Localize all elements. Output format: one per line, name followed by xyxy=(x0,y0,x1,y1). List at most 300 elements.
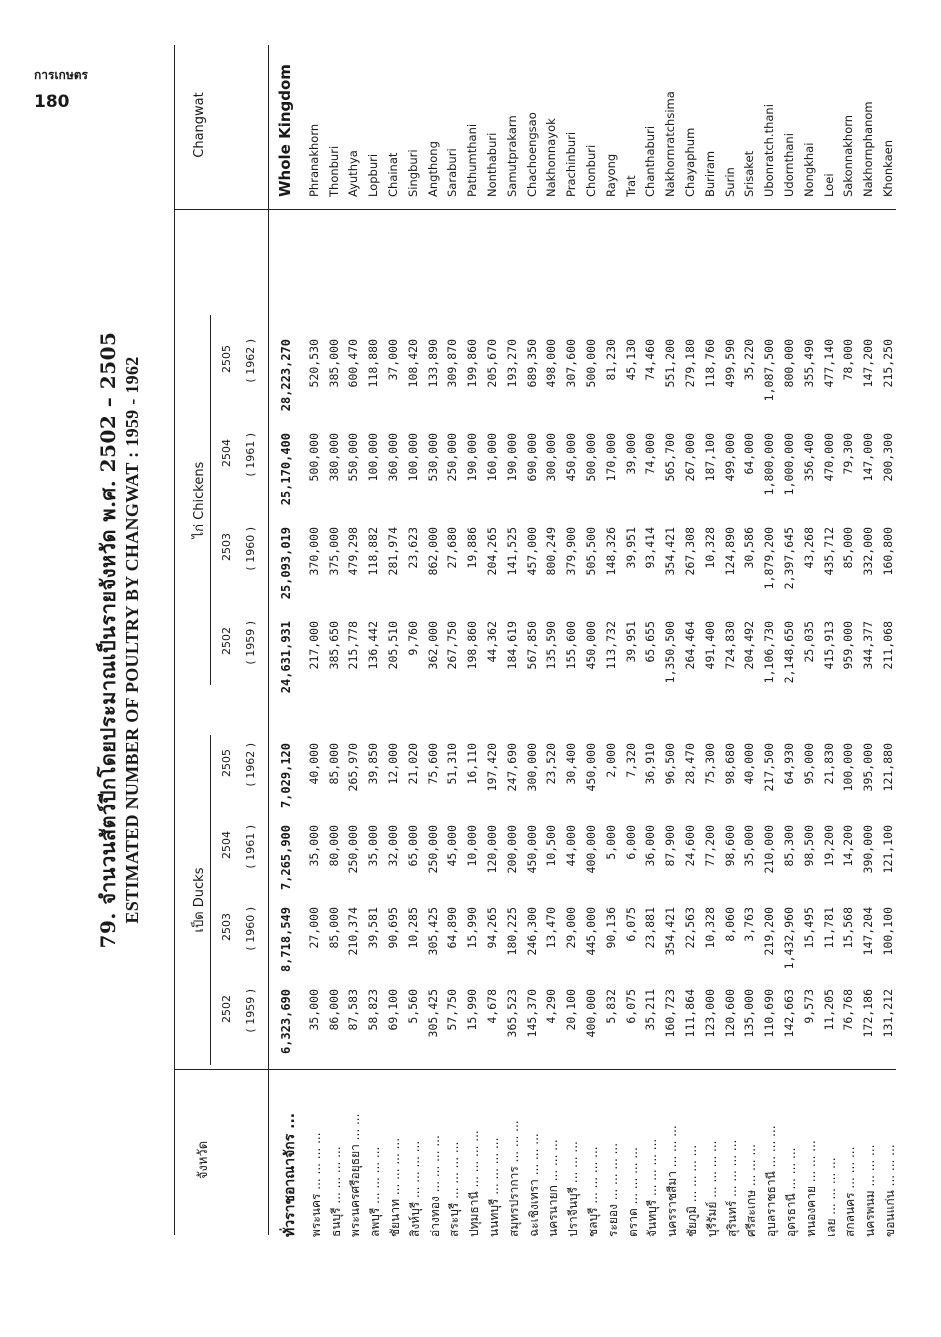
chickens-cell: 148,326 xyxy=(603,527,618,576)
chickens-cell: 113,732 xyxy=(603,621,618,670)
chickens-group-header: ไก่ Chickens xyxy=(192,461,207,539)
province-thai-name: จันทบุรี ... ... ... ... xyxy=(645,1138,660,1237)
table-row xyxy=(799,35,821,1245)
province-thai-name: บุรีรัมย์ ... ... ... ... xyxy=(704,1140,719,1237)
ducks-cell: 64,930 xyxy=(782,743,796,785)
chickens-cell: 862,000 xyxy=(425,527,440,576)
ducks-cell: 210,000 xyxy=(762,825,777,874)
chickens-cell: 307,600 xyxy=(564,339,579,388)
chickens-cell: 1,000,000 xyxy=(782,433,796,496)
table-row xyxy=(324,35,346,1245)
chickens-cell: 78,000 xyxy=(841,339,856,381)
ducks-cell: 65,000 xyxy=(405,825,420,867)
province-thai-name: สุรินทร์ ... ... ... ... xyxy=(724,1139,739,1237)
chickens-cell: 10,328 xyxy=(702,527,717,569)
ducks-cell: 2,000 xyxy=(603,743,618,778)
table-row xyxy=(502,35,524,1245)
table-row xyxy=(700,35,722,1245)
ducks-cell: 21,830 xyxy=(821,743,836,785)
table-row xyxy=(482,35,504,1245)
ducks-cell: 85,000 xyxy=(326,907,341,949)
column-year-ce-header: ( 1959 ) xyxy=(244,989,257,1033)
ducks-cell: 247,690 xyxy=(504,743,519,792)
chickens-cell: 415,913 xyxy=(821,621,836,670)
chickens-cell: 147,000 xyxy=(861,433,876,482)
chickens-cell: 93,414 xyxy=(643,527,658,569)
province-thai-name: อ่างทอง ... ... ... ... xyxy=(427,1135,442,1237)
province-thai-name: นครนายก ... ... ... xyxy=(546,1139,561,1237)
changwat-english-name: Chayaphum xyxy=(683,127,697,197)
ducks-cell: 9,573 xyxy=(801,989,816,1024)
ducks-cell: 354,421 xyxy=(663,907,678,956)
chickens-cell: 354,421 xyxy=(663,527,678,576)
chickens-cell: 141,525 xyxy=(504,527,519,576)
chickens-cell: 1,879,200 xyxy=(762,527,777,590)
ducks-cell: 5,560 xyxy=(405,989,420,1024)
ducks-cell: 39,581 xyxy=(366,907,381,949)
chickens-cell: 160,000 xyxy=(485,433,499,482)
chickens-cell: 355,490 xyxy=(801,339,816,388)
chickens-cell: 81,230 xyxy=(603,339,618,381)
chickens-cell: 479,298 xyxy=(346,527,361,576)
ducks-cell: 95,000 xyxy=(801,743,816,785)
table-row xyxy=(759,35,781,1245)
chickens-cell: 279,180 xyxy=(683,339,697,388)
total-row xyxy=(276,35,298,1245)
ducks-cell: 4,290 xyxy=(544,989,559,1024)
changwat-english-name: Nakhonnayok xyxy=(544,118,559,197)
chickens-cell: 190,000 xyxy=(465,433,480,482)
chickens-cell: 135,590 xyxy=(544,621,559,670)
changwat-english-name: Sakonnakhorn xyxy=(841,114,856,197)
ducks-cell: 7,320 xyxy=(623,743,638,778)
ducks-cell: 4,678 xyxy=(485,989,499,1024)
column-year-ce-header: ( 1959 ) xyxy=(244,621,257,665)
ducks-cell: 217,500 xyxy=(762,743,777,792)
ducks-cell: 29,000 xyxy=(564,907,579,949)
changwat-english-name: Nakhornphanom xyxy=(861,101,876,197)
ducks-cell: 210,374 xyxy=(346,907,361,956)
ducks-cell: 44,000 xyxy=(564,825,579,867)
chickens-cell: 39,000 xyxy=(623,433,638,475)
ducks-cell: 23,520 xyxy=(544,743,559,785)
chickens-cell: 25,093,019 xyxy=(279,527,293,600)
chickens-cell: 300,000 xyxy=(544,433,559,482)
chickens-cell: 74,000 xyxy=(643,433,658,475)
changwat-english-name: Trat xyxy=(623,175,638,197)
chickens-cell: 498,000 xyxy=(544,339,559,388)
changwat-english-name: Angthong xyxy=(425,141,440,197)
ducks-cell: 15,568 xyxy=(841,907,856,949)
ducks-cell: 98,500 xyxy=(801,825,816,867)
chickens-cell: 567,850 xyxy=(524,621,539,670)
chickens-cell: 118,760 xyxy=(702,339,717,388)
changwat-english-name: Chonburi xyxy=(584,144,598,197)
ducks-cell: 90,136 xyxy=(603,907,618,949)
ducks-cell: 135,000 xyxy=(742,989,757,1038)
ducks-cell: 7,029,120 xyxy=(279,743,293,809)
ducks-cell: 219,200 xyxy=(762,907,777,956)
ducks-cell: 445,000 xyxy=(584,907,598,956)
table-row xyxy=(779,35,801,1245)
chickens-cell: 204,492 xyxy=(742,621,757,670)
chickens-cell: 2,397,645 xyxy=(782,527,796,590)
chickens-cell: 470,000 xyxy=(821,433,836,482)
chickens-cell: 160,800 xyxy=(881,527,895,576)
chickens-cell: 505,500 xyxy=(584,527,598,576)
chickens-cell: 199,860 xyxy=(465,339,480,388)
ducks-cell: 5,832 xyxy=(603,989,618,1024)
changwat-english-name: Loei xyxy=(821,173,836,197)
chickens-cell: 28,223,270 xyxy=(279,339,293,412)
chickens-cell: 170,000 xyxy=(603,433,618,482)
ducks-cell: 121,880 xyxy=(881,743,895,792)
chickens-cell: 25,170,400 xyxy=(279,433,293,506)
ducks-cell: 6,000 xyxy=(623,825,638,860)
ducks-cell: 3,763 xyxy=(742,907,757,942)
changwat-english-name: Rayong xyxy=(603,153,618,197)
chickens-cell: 500,000 xyxy=(584,433,598,482)
ducks-cell: 15,990 xyxy=(465,907,480,949)
chickens-cell: 264,464 xyxy=(683,621,697,670)
changwat-english-name: Ayuthya xyxy=(346,150,361,197)
chickens-cell: 25,035 xyxy=(801,621,816,663)
chickens-cell: 85,000 xyxy=(841,527,856,569)
table-row xyxy=(363,35,385,1245)
group-rule-chickens xyxy=(210,315,211,685)
chickens-cell: 267,000 xyxy=(683,433,697,482)
ducks-cell: 45,000 xyxy=(445,825,460,867)
ducks-cell: 15,990 xyxy=(465,989,480,1031)
ducks-cell: 450,000 xyxy=(524,825,539,874)
chickens-cell: 2,148,650 xyxy=(782,621,796,684)
table-row xyxy=(383,35,405,1245)
table-row xyxy=(819,35,841,1245)
ducks-cell: 180,225 xyxy=(504,907,519,956)
ducks-cell: 64,890 xyxy=(445,907,460,949)
table-row xyxy=(739,35,761,1245)
chickens-cell: 551,200 xyxy=(663,339,678,388)
ducks-cell: 27,000 xyxy=(306,907,321,949)
ducks-cell: 86,000 xyxy=(326,989,341,1031)
ducks-cell: 76,768 xyxy=(841,989,856,1031)
ducks-cell: 160,723 xyxy=(663,989,678,1038)
chickens-cell: 215,250 xyxy=(881,339,895,388)
chickens-cell: 959,000 xyxy=(841,621,856,670)
chickens-cell: 550,000 xyxy=(346,433,361,482)
chickens-cell: 184,619 xyxy=(504,621,519,670)
ducks-cell: 6,075 xyxy=(623,989,638,1024)
chickens-cell: 23,623 xyxy=(405,527,420,569)
ducks-cell: 142,663 xyxy=(782,989,796,1038)
province-thai-name: พระนคร ... ... ... ... xyxy=(308,1132,323,1237)
chickens-cell: 147,200 xyxy=(861,339,876,388)
ducks-cell: 87,583 xyxy=(346,989,361,1031)
province-column-header: จังหวัด xyxy=(196,1140,211,1180)
chickens-cell: 35,220 xyxy=(742,339,757,381)
chickens-cell: 281,974 xyxy=(386,527,400,576)
province-thai-name: สมุทรปราการ ... ... ... xyxy=(506,1120,521,1237)
column-year-ce-header: ( 1962 ) xyxy=(244,743,257,787)
ducks-cell: 6,323,690 xyxy=(279,989,293,1055)
chickens-cell: 37,000 xyxy=(386,339,400,381)
ducks-cell: 250,000 xyxy=(425,825,440,874)
ducks-cell: 246,300 xyxy=(524,907,539,956)
ducks-cell: 77,200 xyxy=(702,825,717,867)
chickens-cell: 800,000 xyxy=(782,339,796,388)
changwat-english-name: Chainat xyxy=(386,152,400,197)
changwat-english-name: Srisaket xyxy=(742,150,757,197)
chickens-cell: 332,000 xyxy=(861,527,876,576)
ducks-cell: 98,600 xyxy=(722,825,737,867)
ducks-cell: 20,100 xyxy=(564,989,579,1031)
chickens-cell: 450,000 xyxy=(584,621,598,670)
ducks-cell: 10,000 xyxy=(465,825,480,867)
chickens-cell: 205,670 xyxy=(485,339,499,388)
ducks-cell: 450,000 xyxy=(584,743,598,792)
table-row xyxy=(680,35,702,1245)
chickens-cell: 198,860 xyxy=(465,621,480,670)
ducks-cell: 51,310 xyxy=(445,743,460,785)
ducks-cell: 111,864 xyxy=(683,989,697,1038)
chickens-cell: 360,000 xyxy=(386,433,400,482)
changwat-english-name: Khonkaen xyxy=(881,139,895,197)
chickens-cell: 450,000 xyxy=(564,433,579,482)
table-row xyxy=(660,35,682,1245)
province-thai-name: หนองคาย ... ... ... xyxy=(803,1140,818,1237)
ducks-cell: 400,000 xyxy=(584,989,598,1038)
table-row xyxy=(838,35,860,1245)
table-row xyxy=(720,35,742,1245)
chickens-cell: 491,400 xyxy=(702,621,717,670)
ducks-cell: 87,900 xyxy=(663,825,678,867)
province-thai-name: เลย ... ... ... ... xyxy=(823,1157,838,1237)
ducks-cell: 5,000 xyxy=(603,825,618,860)
ducks-cell: 11,781 xyxy=(821,907,836,949)
province-thai-name: ลพบุรี ... ... ... ... xyxy=(368,1146,383,1237)
chickens-cell: 118,882 xyxy=(366,527,381,576)
chickens-cell: 309,870 xyxy=(445,339,460,388)
chickens-cell: 65,655 xyxy=(643,621,658,663)
ducks-cell: 69,100 xyxy=(386,989,400,1031)
chickens-cell: 79,300 xyxy=(841,433,856,475)
table-row xyxy=(403,35,425,1245)
ducks-cell: 197,420 xyxy=(485,743,499,792)
changwat-english-name: Udornthani xyxy=(782,133,796,197)
chickens-cell: 24,631,931 xyxy=(279,621,293,694)
province-thai-name: อุดรธานี ... ... ... xyxy=(784,1147,798,1237)
chickens-cell: 370,000 xyxy=(306,527,321,576)
ducks-cell: 123,000 xyxy=(702,989,717,1038)
ducks-cell: 21,020 xyxy=(405,743,420,785)
column-year-header: 2503 xyxy=(220,533,233,561)
chickens-cell: 39,951 xyxy=(623,621,638,663)
column-year-header: 2505 xyxy=(220,345,233,373)
chickens-cell: 724,830 xyxy=(722,621,737,670)
ducks-cell: 35,000 xyxy=(306,825,321,867)
ducks-cell: 12,000 xyxy=(386,743,400,785)
column-year-header: 2504 xyxy=(220,831,233,859)
chickens-cell: 211,068 xyxy=(881,621,895,670)
chickens-cell: 362,000 xyxy=(425,621,440,670)
chickens-cell: 379,900 xyxy=(564,527,579,576)
ducks-cell: 10,328 xyxy=(702,907,717,949)
ducks-cell: 100,000 xyxy=(841,743,856,792)
chickens-cell: 190,000 xyxy=(504,433,519,482)
chickens-cell: 385,650 xyxy=(326,621,341,670)
ducks-cell: 19,200 xyxy=(821,825,836,867)
changwat-english-name: Buriram xyxy=(702,150,717,197)
ducks-cell: 121,100 xyxy=(881,825,895,874)
changwat-english-name: Nakhornratchsima xyxy=(663,91,678,197)
ducks-cell: 300,000 xyxy=(524,743,539,792)
chickens-cell: 193,270 xyxy=(504,339,519,388)
table-title-english: ESTIMATED NUMBER OF POULTRY BY CHANGWAT : 1959 - 1962 xyxy=(122,356,142,924)
table-title-thai: 79. จำนวนสัตว์ปีกโดยประมาณเป็นรายจังหวัด พ.ศ. 2502 – 2505 xyxy=(96,331,120,949)
chickens-cell: 457,000 xyxy=(524,527,539,576)
chickens-cell: 530,000 xyxy=(425,433,440,482)
changwat-english-name: Ubonratch.thani xyxy=(762,104,777,197)
chickens-cell: 39,951 xyxy=(623,527,638,569)
province-thai-name: ศรีสะเกษ ... ... ... xyxy=(744,1144,759,1237)
ducks-cell: 120,600 xyxy=(722,989,737,1038)
column-year-header: 2503 xyxy=(220,913,233,941)
changwat-english-name: Phranakhorn xyxy=(306,123,321,197)
chickens-cell: 477,140 xyxy=(821,339,836,388)
chickens-cell: 204,265 xyxy=(485,527,499,576)
changwat-english-name: Whole Kingdom xyxy=(276,64,294,197)
ducks-cell: 10,500 xyxy=(544,825,559,867)
ducks-cell: 58,823 xyxy=(366,989,381,1031)
table-row xyxy=(423,35,445,1245)
ducks-cell: 16,110 xyxy=(465,743,480,785)
ducks-cell: 85,300 xyxy=(782,825,796,867)
ducks-cell: 100,100 xyxy=(881,907,895,956)
running-header-category: การเกษตร xyxy=(34,68,88,82)
chickens-cell: 385,000 xyxy=(326,339,341,388)
ducks-cell: 35,000 xyxy=(306,989,321,1031)
table-row xyxy=(522,35,544,1245)
ducks-cell: 172,186 xyxy=(861,989,876,1038)
chickens-cell: 217,000 xyxy=(306,621,321,670)
chickens-cell: 19,886 xyxy=(465,527,480,569)
chickens-cell: 250,000 xyxy=(445,433,460,482)
changwat-english-name: Thonburi xyxy=(326,145,341,197)
chickens-cell: 499,000 xyxy=(722,433,737,482)
table-row xyxy=(442,35,464,1245)
ducks-cell: 36,910 xyxy=(643,743,658,785)
ducks-cell: 200,000 xyxy=(504,825,519,874)
province-thai-name: พระนครศรีอยุธยา ... ... xyxy=(348,1113,363,1237)
chickens-cell: 499,590 xyxy=(722,339,737,388)
ducks-cell: 22,563 xyxy=(683,907,697,949)
chickens-cell: 267,750 xyxy=(445,621,460,670)
table-row xyxy=(343,35,365,1245)
ducks-cell: 365,523 xyxy=(504,989,519,1038)
province-thai-name: ปราจีนบุรี ... ... ... xyxy=(566,1141,581,1237)
table-row xyxy=(858,35,880,1245)
chickens-cell: 45,130 xyxy=(623,339,638,381)
ducks-cell: 6,075 xyxy=(623,907,638,942)
table-row xyxy=(541,35,563,1245)
changwat-english-name: Surin xyxy=(722,167,737,197)
ducks-cell: 8,718,549 xyxy=(279,907,293,973)
table-row xyxy=(304,35,326,1245)
column-year-header: 2502 xyxy=(220,995,233,1023)
province-thai-name: สกลนคร ... ... ... xyxy=(843,1146,858,1237)
changwat-column-header: Changwat xyxy=(192,92,207,158)
ducks-cell: 30,400 xyxy=(564,743,579,785)
column-year-ce-header: ( 1962 ) xyxy=(244,339,257,383)
chickens-cell: 9,760 xyxy=(405,621,420,656)
ducks-cell: 32,000 xyxy=(386,825,400,867)
chickens-cell: 500,000 xyxy=(306,433,321,482)
ducks-cell: 40,000 xyxy=(742,743,757,785)
chickens-cell: 155,600 xyxy=(564,621,579,670)
chickens-cell: 690,000 xyxy=(524,433,539,482)
chickens-cell: 200,300 xyxy=(881,433,895,482)
chickens-cell: 27,680 xyxy=(445,527,460,569)
ducks-cell: 40,000 xyxy=(306,743,321,785)
ducks-cell: 57,750 xyxy=(445,989,460,1031)
province-thai-name: สระบุรี ... ... ... ... xyxy=(447,1141,462,1237)
province-thai-name: นครราชสีมา ... ... ... xyxy=(665,1125,680,1237)
province-thai-name: นครพนม ... ... ... xyxy=(863,1144,878,1237)
chickens-cell: 344,377 xyxy=(861,621,876,670)
chickens-cell: 600,470 xyxy=(346,339,361,388)
changwat-english-name: Nongkhai xyxy=(801,142,816,197)
ducks-cell: 1,432,960 xyxy=(782,907,796,970)
chickens-cell: 30,586 xyxy=(742,527,757,569)
changwat-english-name: Chachoengsao xyxy=(524,112,539,197)
column-year-ce-header: ( 1961 ) xyxy=(244,825,257,869)
province-thai-name: นนทบุรี ... ... ... ... xyxy=(487,1137,501,1237)
province-thai-name: ชัยภูมิ ... ... ... ... xyxy=(685,1144,699,1237)
changwat-english-name: Samutprakarn xyxy=(504,115,519,197)
ducks-cell: 250,000 xyxy=(346,825,361,874)
ducks-cell: 13,470 xyxy=(544,907,559,949)
column-year-header: 2504 xyxy=(220,439,233,467)
changwat-english-name: Pathumthani xyxy=(465,123,480,197)
group-rule-ducks xyxy=(210,735,211,1065)
chickens-cell: 118,880 xyxy=(366,339,381,388)
chickens-cell: 64,000 xyxy=(742,433,757,475)
chickens-cell: 205,510 xyxy=(386,621,400,670)
ducks-cell: 145,370 xyxy=(524,989,539,1038)
province-thai-name: ทั่วราชอาณาจักร ... xyxy=(282,1112,298,1237)
page-number: 180 xyxy=(34,92,70,112)
column-year-ce-header: ( 1961 ) xyxy=(244,433,257,477)
ducks-cell: 10,285 xyxy=(405,907,420,949)
chickens-cell: 187,100 xyxy=(702,433,717,482)
ducks-cell: 7,265,900 xyxy=(279,825,293,891)
chickens-cell: 375,000 xyxy=(326,527,341,576)
chickens-cell: 133,890 xyxy=(425,339,440,388)
ducks-cell: 305,425 xyxy=(425,907,440,956)
top-rule xyxy=(174,45,175,1235)
ducks-cell: 390,000 xyxy=(861,825,876,874)
ducks-group-header: เป็ด Ducks xyxy=(192,867,207,933)
chickens-cell: 565,700 xyxy=(663,433,678,482)
ducks-cell: 8,060 xyxy=(722,907,737,942)
ducks-cell: 15,495 xyxy=(801,907,816,949)
table-row xyxy=(462,35,484,1245)
changwat-english-name: Lopburi xyxy=(366,153,381,197)
chickens-cell: 124,890 xyxy=(722,527,737,576)
province-thai-name: ปทุมธานี ... ... ... ... xyxy=(467,1130,482,1237)
province-thai-name: อุบลราชธานี ... ... ... xyxy=(764,1125,779,1237)
province-thai-name: ตราด ... ... ... ... xyxy=(625,1147,640,1237)
